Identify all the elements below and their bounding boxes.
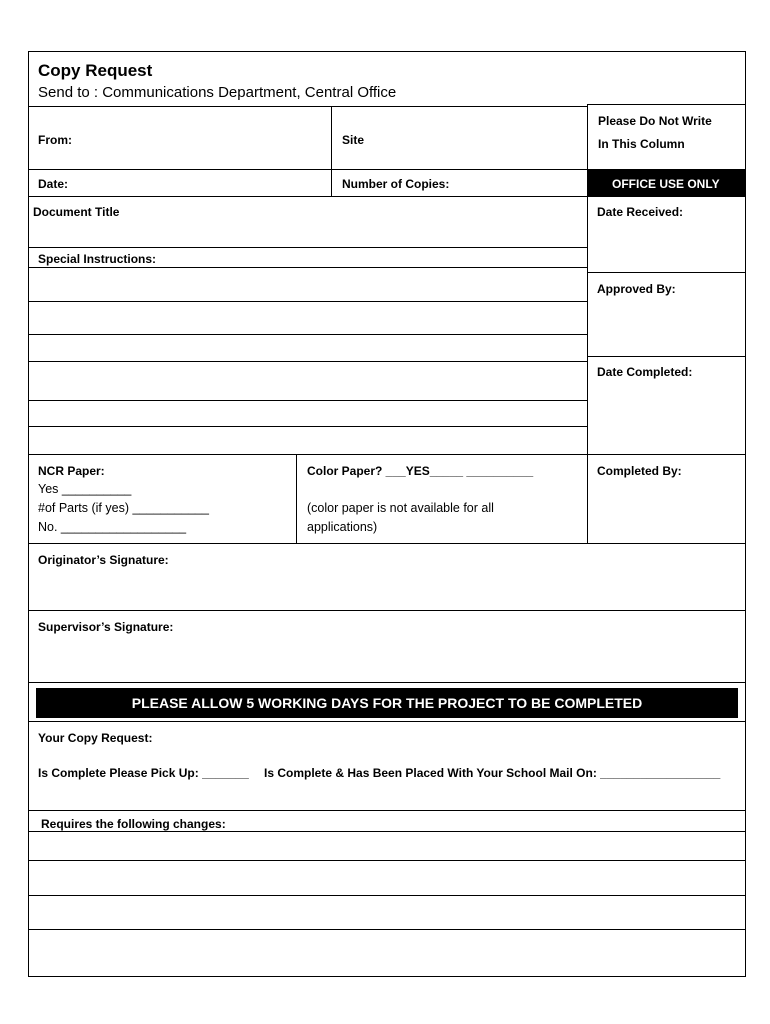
special-instructions-top-line — [28, 247, 588, 248]
special-instructions-label: Special Instructions: — [38, 252, 157, 266]
site-label: Site — [342, 133, 365, 147]
instruction-line-1 — [28, 267, 588, 268]
office-approved-bottom — [587, 356, 746, 357]
from-label: From: — [38, 133, 72, 147]
change-line-1 — [28, 831, 746, 832]
instruction-line-3 — [28, 334, 588, 335]
change-line-2 — [28, 860, 746, 861]
ncr-yes-line: Yes __________ — [38, 482, 132, 496]
instruction-line-2 — [28, 301, 588, 302]
document-title-label: Document Title — [33, 205, 120, 219]
paper-row-top-line — [28, 454, 746, 455]
ncr-color-divider — [296, 454, 297, 544]
color-paper-note-line1: (color paper is not available for all — [307, 501, 494, 515]
frame-right — [745, 51, 746, 977]
instruction-line-4 — [28, 361, 588, 362]
banner-top-line — [28, 682, 746, 683]
supervisor-top-line — [28, 610, 746, 611]
changes-top-line — [28, 810, 746, 811]
office-note-line1: Please Do Not Write — [598, 114, 712, 128]
school-mail-status-label: Is Complete & Has Been Placed With Your School Mail On: __________________ — [264, 766, 721, 780]
date-completed-label: Date Completed: — [597, 365, 693, 379]
number-of-copies-label: Number of Copies: — [342, 177, 450, 191]
from-site-divider — [331, 106, 332, 197]
office-note-line2: In This Column — [598, 137, 685, 151]
change-line-3 — [28, 895, 746, 896]
row-from-top-line — [28, 106, 588, 107]
banner-bottom-line — [28, 721, 746, 722]
ncr-no-line: No. __________________ — [38, 520, 187, 534]
color-paper-note-line2: applications) — [307, 520, 378, 534]
form-title: Copy Request — [38, 61, 153, 80]
frame-left — [28, 51, 29, 977]
your-copy-request-label: Your Copy Request: — [38, 731, 153, 745]
date-received-label: Date Received: — [597, 205, 684, 219]
requires-changes-label: Requires the following changes: — [41, 817, 226, 831]
change-line-4 — [28, 929, 746, 930]
originator-signature-label: Originator’s Signature: — [38, 553, 169, 567]
completion-banner — [36, 688, 738, 718]
send-to-line: Send to : Communications Department, Central Office — [38, 84, 397, 101]
office-use-only-label: OFFICE USE ONLY — [612, 177, 720, 191]
completed-by-label: Completed By: — [597, 464, 682, 478]
ncr-parts-line: #of Parts (if yes) ___________ — [38, 501, 209, 515]
row-document-top-line — [28, 196, 588, 197]
completion-banner-text: PLEASE ALLOW 5 WORKING DAYS FOR THE PROJECT TO BE COMPLETED — [131, 695, 643, 711]
frame-top — [28, 51, 746, 52]
approved-by-label: Approved By: — [597, 282, 676, 296]
date-label: Date: — [38, 177, 69, 191]
instruction-line-6 — [28, 426, 588, 427]
ncr-paper-label: NCR Paper: — [38, 464, 105, 478]
supervisor-signature-label: Supervisor’s Signature: — [38, 620, 174, 634]
originator-top-line — [28, 543, 746, 544]
note-top-line — [587, 104, 746, 105]
instruction-line-5 — [28, 400, 588, 401]
frame-bottom — [28, 976, 746, 977]
color-paper-label: Color Paper? ___YES_____ __________ — [307, 464, 534, 478]
pick-up-status-label: Is Complete Please Pick Up: _______ — [38, 766, 249, 780]
office-date-received-bottom — [587, 272, 746, 273]
